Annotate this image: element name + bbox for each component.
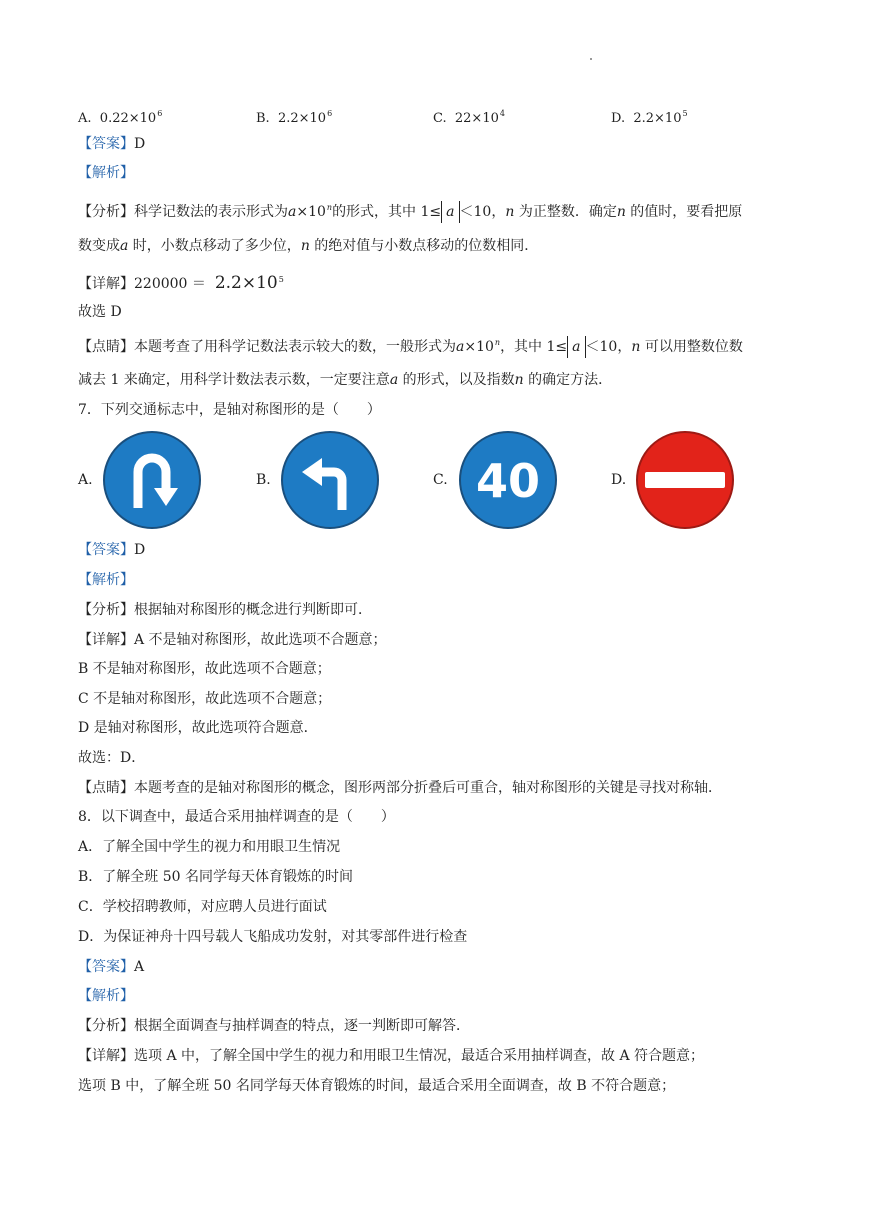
q7-analysis-tag: 【解析】 <box>78 572 134 588</box>
q8-stem: 8．以下调查中，最适合采用抽样调查的是（ ） <box>78 809 395 825</box>
q7-dianjing: 【点睛】本题考查的是轴对称图形的概念，图形两部分折叠后可重合，轴对称图形的关键是寻找对称轴． <box>78 780 722 796</box>
q6-fenxi: 【分析】科学记数法的表示形式为$a\times 10^n$的形式，其中 1≤ a ＜10，n 为正整数．确定n 的值时，要看把原 <box>78 198 742 223</box>
q6-option-a: A. $0.22\times 10^6$ <box>78 109 163 126</box>
left-turn-sign-icon <box>280 430 380 530</box>
q6-option-d: D. $2.2\times 10^5$ <box>611 109 688 126</box>
q8-fenxi: 【分析】根据全面调查与抽样调查的特点，逐一判断即可解答． <box>78 1018 470 1034</box>
q6-answer: 【答案】D <box>78 136 146 152</box>
q7-label-b: B. <box>256 472 271 488</box>
q7-detail-3: C 不是轴对称图形，故此选项不合题意； <box>78 691 332 707</box>
q8-option-b: B．了解全班 50 名同学每天体育锻炼的时间 <box>78 869 354 885</box>
speed-limit-40-sign-icon <box>458 430 558 530</box>
q7-label-a: A. <box>78 472 93 488</box>
q6-option-c: C. $22\times 10^4$ <box>433 109 505 126</box>
q8-analysis-tag: 【解析】 <box>78 988 134 1004</box>
q6-choose: 故选 D <box>78 304 122 320</box>
speed-limit-text: 40 <box>475 454 541 508</box>
q8-option-a: A．了解全国中学生的视力和用眼卫生情况 <box>78 839 341 855</box>
q7-label-c: C. <box>433 472 448 488</box>
q7-detail-4: D 是轴对称图形，故此选项符合题意． <box>78 720 318 736</box>
q6-detail: 【详解】$220000 = 2.2\times 10^5$ <box>78 273 284 293</box>
no-entry-sign-icon <box>635 430 735 530</box>
q7-detail-1: 【详解】A 不是轴对称图形，故此选项不合题意； <box>78 632 387 648</box>
q6-dianjing-line2: 减去 1 来确定，用科学计数法表示数，一定要注意a 的形式，以及指数n 的确定方法． <box>78 372 613 388</box>
q7-detail-2: B 不是轴对称图形，故此选项不合题意； <box>78 661 331 677</box>
q8-detail-1: 【详解】选项 A 中，了解全国中学生的视力和用眼卫生情况，最适合采用抽样调查，故 A 符合题意； <box>78 1048 705 1064</box>
q6-option-b: B. $2.2\times 10^6$ <box>256 109 333 126</box>
q8-answer: 【答案】A <box>78 959 145 975</box>
q6-analysis-tag: 【解析】 <box>78 165 134 181</box>
q7-answer: 【答案】D <box>78 542 146 558</box>
q7-label-d: D. <box>611 472 627 488</box>
q7-stem: 7．下列交通标志中，是轴对称图形的是（ ） <box>78 402 381 418</box>
page-mark <box>590 58 592 60</box>
q8-option-d: D．为保证神舟十四号载人飞船成功发射，对其零部件进行检查 <box>78 929 468 945</box>
q6-dianjing: 【点睛】本题考查了用科学记数法表示较大的数，一般形式为$a\times 10^n$，其中 1≤ a ＜10，n 可以用整数位数 <box>78 333 743 358</box>
q7-detail-5: 故选：D． <box>78 750 146 766</box>
q7-fenxi: 【分析】根据轴对称图形的概念进行判断即可． <box>78 602 372 618</box>
q8-detail-2: 选项 B 中，了解全班 50 名同学每天体育锻炼的时间，最适合采用全面调查，故 B 不符合题意； <box>78 1078 676 1094</box>
q8-option-c: C．学校招聘教师，对应聘人员进行面试 <box>78 899 327 915</box>
u-turn-sign-icon <box>102 430 202 530</box>
q6-fenxi-line2: 数变成a 时，小数点移动了多少位，n 的绝对值与小数点移动的位数相同． <box>78 238 539 254</box>
